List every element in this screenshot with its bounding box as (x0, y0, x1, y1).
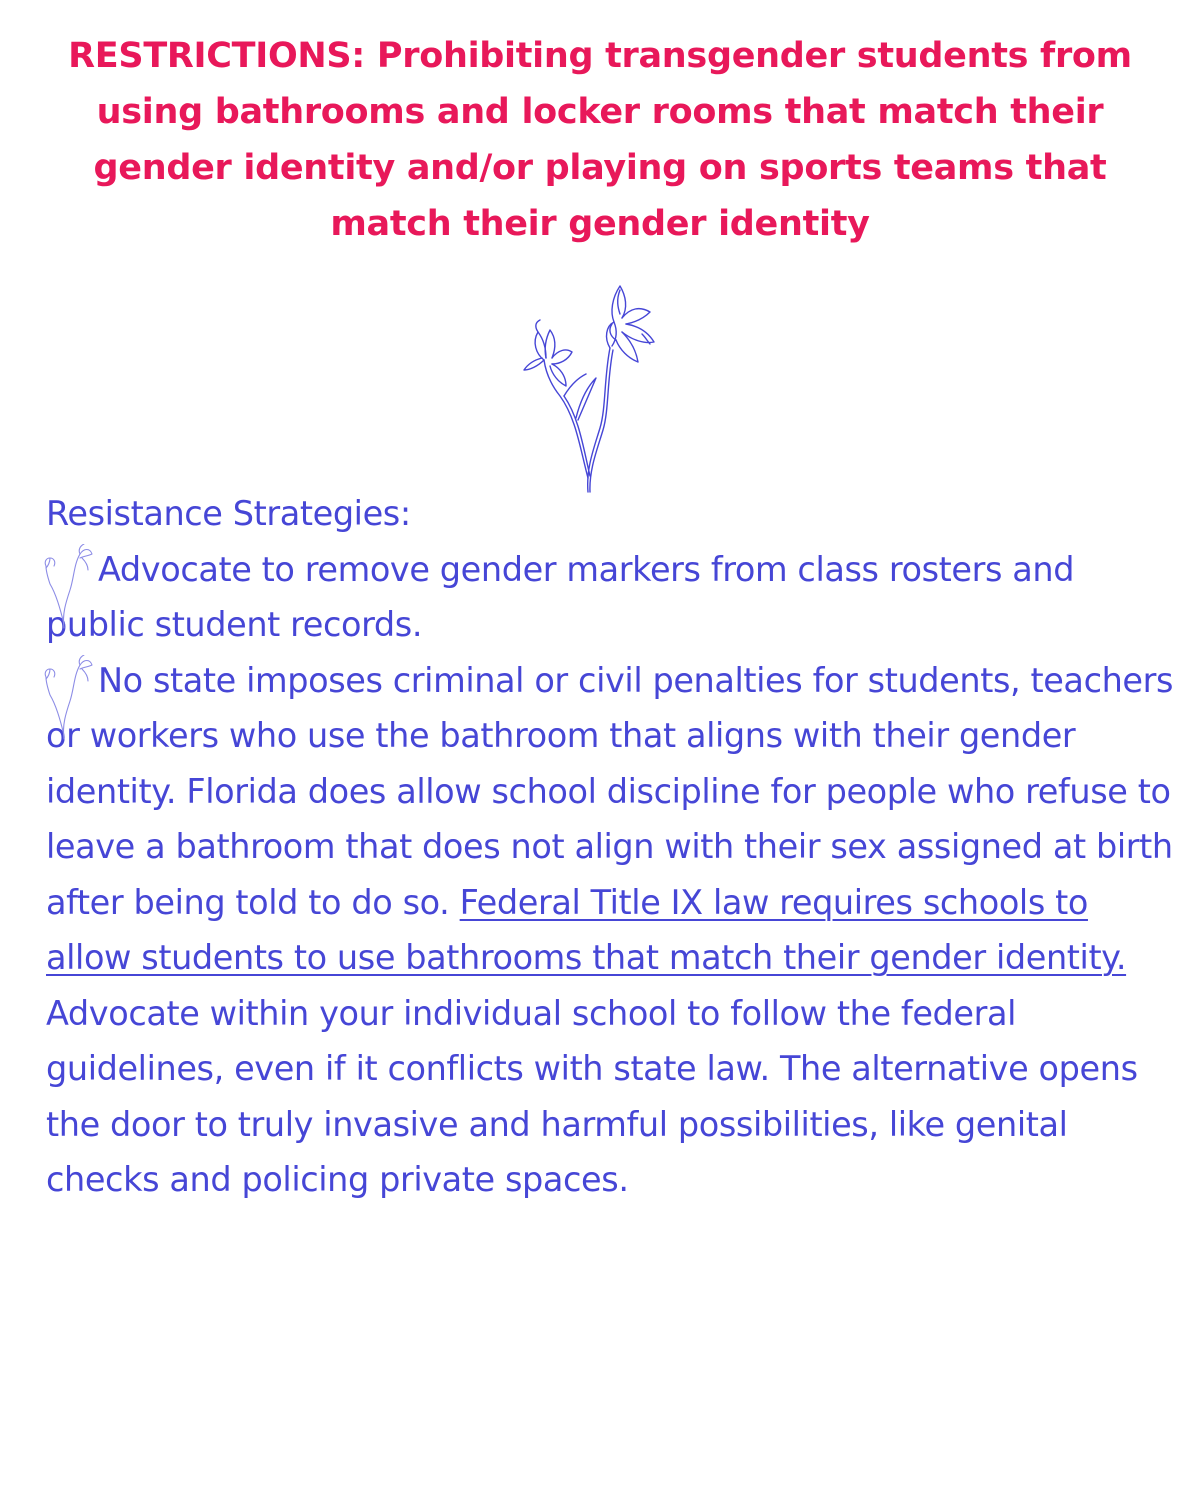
iris-flower-icon (42, 544, 94, 630)
iris-flower-icon (42, 655, 94, 741)
list-item (46, 542, 1176, 653)
list-item (46, 653, 1176, 1208)
flower-illustration (520, 278, 680, 498)
list-item-text: Advocate to remove gender markers from class rosters and public student records. (46, 549, 1075, 644)
section-heading: Resistance Strategies: (46, 494, 411, 533)
title-ix-link[interactable]: Federal Title IX law requires schools to allow students to use bathrooms that match their gender identity. (46, 882, 1127, 977)
list-item-text: No state imposes criminal or civil penalties for students, teachers or workers who use the bathroom that aligns with their gender identity. Florida does allow school discipline for people who refuse to leave a bathroom that does not align with their sex assigned at birth after being told to do so. (46, 660, 1174, 922)
list-item-text-continued: Advocate within your individual school to follow the federal guidelines, even if it conflicts with state law. The alternative opens the door to truly invasive and harmful possibilities, like genital checks and policing private spaces. (46, 993, 1138, 1199)
resistance-strategies (46, 486, 1176, 1208)
iris-flower-icon (520, 278, 680, 498)
page-title: RESTRICTIONS: Prohibiting transgender students from using bathrooms and locker rooms that match their gender identity and/or playing on sports teams that match their gender identity (68, 36, 1132, 244)
